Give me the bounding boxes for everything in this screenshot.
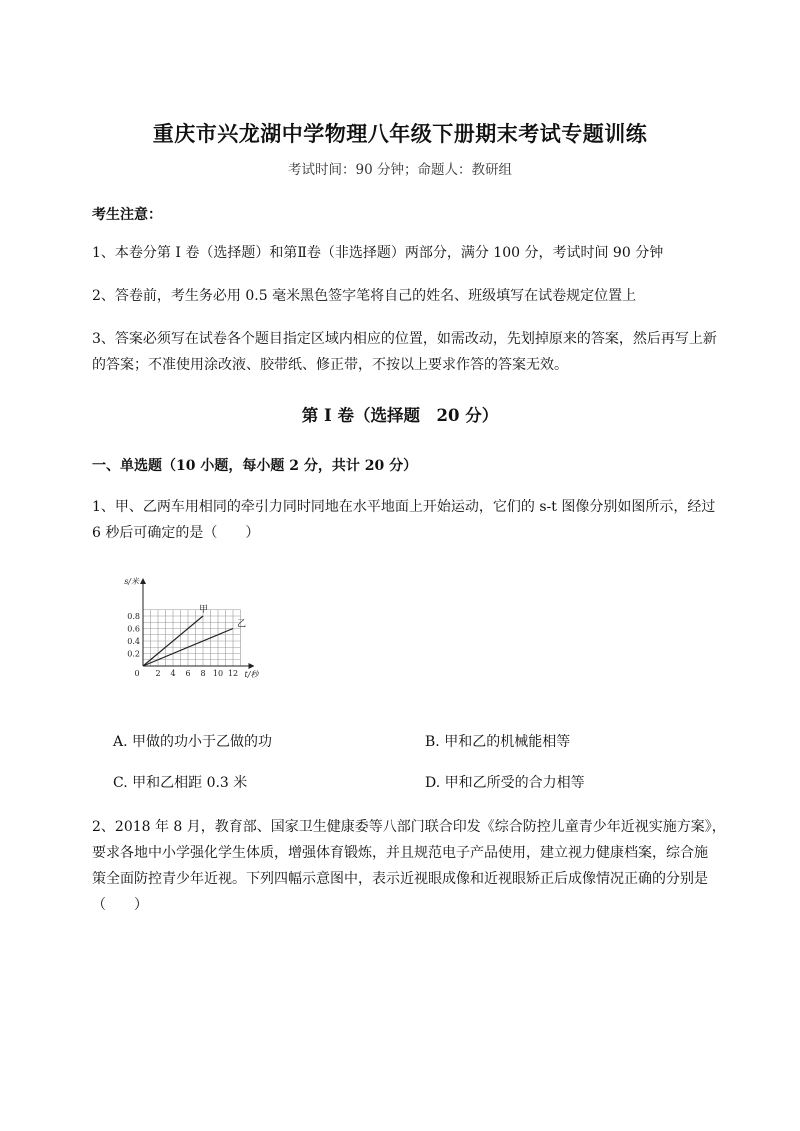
question-2-text-line-3: 策全面防控青少年近视。下列四幅示意图中，表示近视眼成像和近视眼矫正后成像情况正确的分别是 <box>92 871 708 887</box>
question-2-text: 2、2018 年 8 月，教育部、国家卫生健康委等八部门联合印发《综合防控儿童青少年近视实施方案》， <box>92 819 726 835</box>
x-tick-label: 6 <box>185 669 191 678</box>
notice-item-2: 2、答卷前，考生务必用 0.5 毫米黑色签字笔将自己的姓名、班级填写在试卷规定位置上 <box>92 288 637 304</box>
notice-item-3: 3、答案必须写在试卷各个题目指定区域内相应的位置，如需改动，先划掉原来的答案，然后再写上新 <box>92 331 717 347</box>
graph-grid <box>143 610 241 666</box>
origin-label: 0 <box>134 669 140 678</box>
y-tick-label: 0.4 <box>127 637 140 646</box>
x-tick-label: 8 <box>200 669 206 678</box>
x-axis-label: t/秒 <box>244 670 259 679</box>
option-b[interactable]: B. 甲和乙的机械能相等 <box>425 734 571 750</box>
y-tick-label: 0.2 <box>127 649 140 659</box>
x-tick-label: 12 <box>227 669 239 678</box>
x-axis-arrow <box>249 663 255 669</box>
question-2-text-line-4: （ ） <box>92 897 148 913</box>
exam-info: 考试时间：90 分钟；命题人：教研组 <box>288 162 512 178</box>
y-tick-label: 0.8 <box>127 612 140 621</box>
y-axis-arrow <box>140 578 146 584</box>
notice-item-1: 1、本卷分第 I 卷（选择题）和第Ⅱ卷（非选择题）两部分，满分 100 分，考试时间 90 分钟 <box>92 245 664 261</box>
series-label-1: 甲 <box>199 605 209 615</box>
option-c[interactable]: C. 甲和乙相距 0.3 米 <box>113 775 248 791</box>
option-a[interactable]: A. 甲做的功小于乙做的功 <box>113 734 273 750</box>
notice-item-3-continued: 的答案；不准使用涂改液、胶带纸、修正带，不按以上要求作答的答案无效。 <box>92 357 568 373</box>
series-label-2: 乙 <box>237 619 247 630</box>
st-graph <box>113 574 273 686</box>
question-2-text-line-2: 要求各地中小学强化学生体质，增强体育锻炼，并且规范电子产品使用，建立视力健康档案，综合施 <box>92 845 708 861</box>
x-tick-label: 2 <box>155 669 161 678</box>
option-d[interactable]: D. 甲和乙所受的合力相等 <box>425 775 585 791</box>
y-axis-label: s/米 <box>124 577 139 586</box>
question-1-text-continued: 6 秒后可确定的是（ ） <box>92 525 260 541</box>
x-tick-label: 4 <box>170 669 176 678</box>
y-tick-label: 0.6 <box>127 624 140 634</box>
page-title: 重庆市兴龙湖中学物理八年级下册期末考试专题训练 <box>152 121 648 146</box>
question-1-text: 1、甲、乙两车用相同的牵引力同时同地在水平地面上开始运动，它们的 s-t 图像分别如图所示，经过 <box>92 499 716 515</box>
x-tick-label: 10 <box>212 669 224 678</box>
notice-heading: 考生注意： <box>92 207 162 223</box>
section-title: 第 I 卷（选择题 20 分） <box>301 406 499 425</box>
question-group-heading: 一、单选题（10 小题，每小题 2 分，共计 20 分） <box>92 458 418 474</box>
